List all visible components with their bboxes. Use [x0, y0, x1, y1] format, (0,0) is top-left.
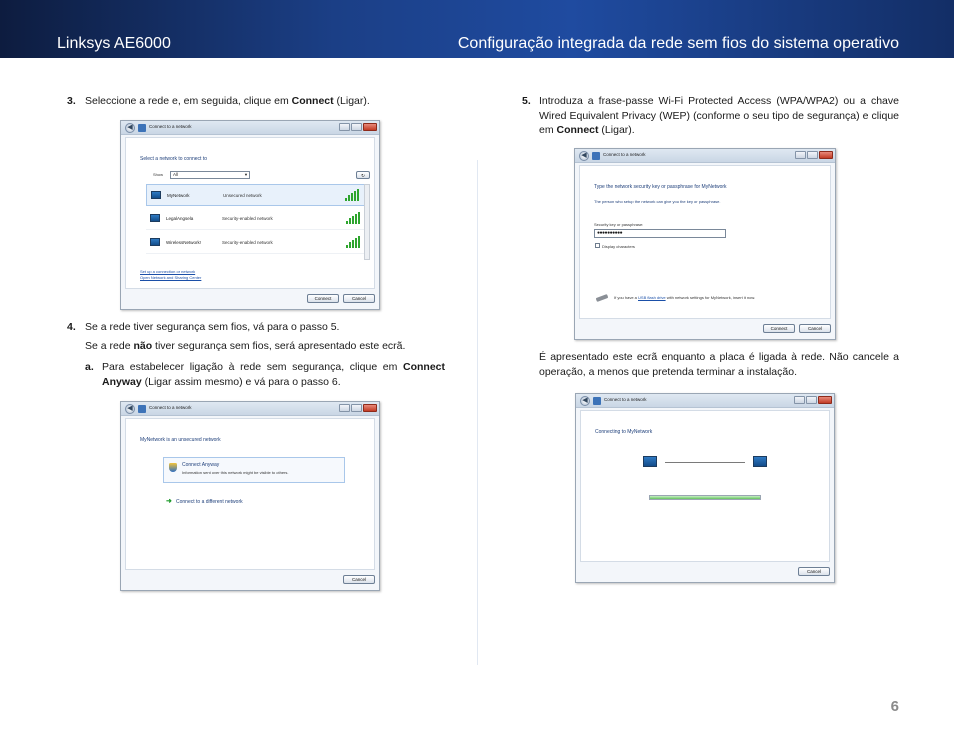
page-number: 6 — [890, 698, 899, 715]
connecting-window — [575, 393, 835, 583]
product-name: Linksys AE6000 — [57, 35, 171, 52]
network-computer-icon — [753, 456, 767, 467]
section-title: Configuração integrada da rede sem fios do sistema operativo — [457, 35, 899, 52]
minimize-button[interactable] — [339, 404, 350, 412]
step-4a-text: Para estabelecer ligação à rede sem segurança, clique em Connect Anyway (Ligar assim mesmo) e vá para o passo 6. — [102, 361, 445, 388]
window-content — [580, 410, 830, 562]
back-arrow-icon[interactable]: ◀ — [125, 404, 135, 414]
step-4a-number: a. — [85, 361, 94, 373]
cancel-button[interactable]: Cancel — [343, 575, 375, 584]
key-label: Security key or passphrase: — [594, 222, 644, 227]
window-titlebar — [121, 402, 379, 416]
network-computer-icon — [150, 238, 160, 246]
network-icon — [593, 397, 601, 405]
window-content — [125, 137, 375, 289]
window-title: Connect to a network — [149, 124, 192, 129]
show-label: Show — [153, 172, 164, 177]
cancel-button[interactable]: Cancel — [343, 294, 375, 303]
maximize-button[interactable] — [351, 123, 362, 131]
back-arrow-icon[interactable]: ◀ — [125, 123, 135, 133]
signal-strength-icon — [346, 212, 360, 224]
usb-hint: If you have a USB flash drive with network settings for MyNetwork, insert it now. — [614, 295, 756, 300]
close-button[interactable] — [818, 396, 832, 404]
key-hint: The person who setup the network can give you the key or passphrase. — [594, 199, 721, 204]
back-arrow-icon[interactable]: ◀ — [580, 396, 590, 406]
security-shield-icon — [169, 463, 177, 472]
network-center-link[interactable]: Open Network and Sharing Center — [140, 275, 202, 280]
option-title: Connect Anyway — [182, 462, 220, 468]
network-icon — [592, 152, 600, 160]
window-content — [579, 165, 831, 319]
show-filter-value: All — [173, 172, 179, 177]
column-divider — [477, 160, 478, 665]
network-status: Security-enabled network — [222, 240, 273, 245]
signal-strength-icon — [346, 236, 360, 248]
maximize-button[interactable] — [806, 396, 817, 404]
step-4-number: 4. — [67, 321, 76, 333]
usb-drive-icon — [596, 294, 609, 302]
minimize-button[interactable] — [339, 123, 350, 131]
different-network-link[interactable]: Connect to a different network — [176, 499, 243, 505]
option-description: Information sent over this network might be visible to others. — [182, 470, 289, 475]
setup-connection-link[interactable]: Set up a connection or network — [140, 269, 196, 274]
maximize-button[interactable] — [807, 151, 818, 159]
network-computer-icon — [151, 191, 161, 199]
step-5-number: 5. — [522, 95, 531, 107]
close-button[interactable] — [819, 151, 833, 159]
connect-anyway-option[interactable] — [163, 457, 345, 483]
network-status: Security-enabled network — [222, 216, 273, 221]
cancel-button[interactable]: Cancel — [798, 567, 830, 576]
step-6-text: É apresentado este ecrã enquanto a placa é ligada à rede. Não cancele a operação, a menos que pretenda terminar a instalação. — [539, 351, 899, 378]
passphrase-window — [574, 148, 836, 340]
unsecured-network-window — [120, 401, 380, 591]
page-header — [0, 0, 954, 58]
signal-strength-icon — [345, 189, 359, 201]
window-titlebar — [121, 121, 379, 135]
minimize-button[interactable] — [795, 151, 806, 159]
usb-flash-drive-link[interactable]: USB flash drive — [638, 295, 666, 300]
back-arrow-icon[interactable]: ◀ — [579, 151, 589, 161]
window-heading: MyNetwork is an unsecured network — [140, 437, 221, 443]
window-controls — [794, 396, 832, 404]
security-key-input[interactable]: ●●●●●●●●●● — [594, 229, 726, 238]
maximize-button[interactable] — [351, 404, 362, 412]
window-controls — [339, 404, 377, 412]
network-icon — [138, 124, 146, 132]
step-3-number: 3. — [67, 95, 76, 107]
network-list-window — [120, 120, 380, 310]
network-name: WirelessNetwork! — [166, 240, 202, 245]
minimize-button[interactable] — [794, 396, 805, 404]
computer-icon — [643, 456, 657, 467]
cancel-button[interactable]: Cancel — [799, 324, 831, 333]
arrow-right-icon: ➜ — [166, 498, 172, 505]
connect-button[interactable]: Connect — [763, 324, 795, 333]
refresh-button[interactable]: ↻ — [356, 171, 370, 179]
connect-button[interactable]: Connect — [307, 294, 339, 303]
connection-line — [665, 462, 745, 463]
step-3-text: Seleccione a rede e, em seguida, clique em Connect (Ligar). — [85, 95, 370, 107]
display-characters-checkbox[interactable] — [595, 243, 600, 248]
network-item[interactable] — [146, 232, 368, 254]
window-title: Connect to a network — [604, 397, 647, 402]
window-heading: Type the network security key or passphrase for MyNetwork — [594, 184, 727, 190]
progress-fill — [650, 496, 760, 499]
display-characters-label: Display characters — [602, 244, 635, 249]
chevron-down-icon: ▼ — [244, 172, 248, 177]
network-item[interactable] — [146, 184, 368, 206]
window-controls — [795, 151, 833, 159]
connection-progress-bar — [649, 495, 761, 500]
network-icon — [138, 405, 146, 413]
close-button[interactable] — [363, 123, 377, 131]
network-name: MyNetwork — [167, 193, 190, 198]
network-name: LegalAngsela — [166, 216, 194, 221]
network-status: Unsecured network — [223, 193, 262, 198]
network-item[interactable] — [146, 208, 368, 230]
window-title: Connect to a network — [149, 405, 192, 410]
window-content — [125, 418, 375, 570]
window-heading: Connecting to MyNetwork — [595, 429, 653, 435]
step-4-line-2: Se a rede não tiver segurança sem fios, será apresentado este ecrã. — [85, 340, 406, 352]
window-titlebar — [575, 149, 835, 163]
window-titlebar — [576, 394, 834, 408]
window-title: Connect to a network — [603, 152, 646, 157]
step-5-text: Introduza a frase-passe Wi-Fi Protected Access (WPA/WPA2) ou a chave Wired Equivalent Privacy (WEP) (conforme o seu tipo de segurança) e clique em Connect (Ligar). — [539, 95, 899, 136]
list-scrollbar[interactable] — [364, 184, 370, 260]
show-filter-select[interactable] — [170, 171, 250, 179]
window-heading: Select a network to connect to — [140, 156, 207, 162]
network-computer-icon — [150, 214, 160, 222]
close-button[interactable] — [363, 404, 377, 412]
step-4-line-1: Se a rede tiver segurança sem fios, vá para o passo 5. — [85, 321, 340, 333]
window-controls — [339, 123, 377, 131]
